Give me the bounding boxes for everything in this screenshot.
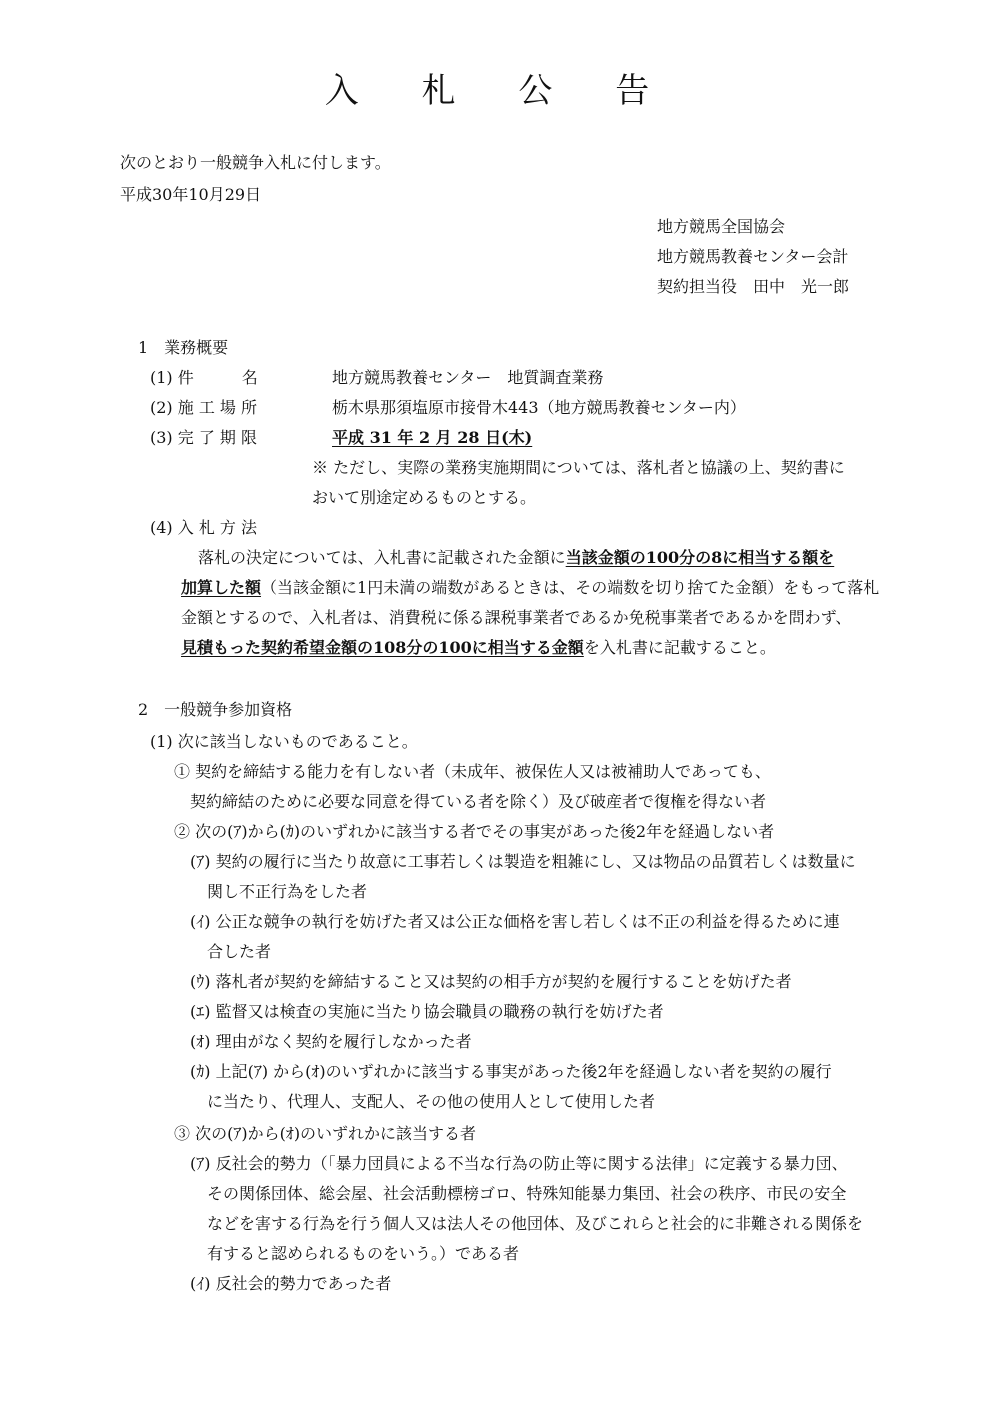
bid-method-para-2 (181, 577, 879, 599)
clause-3: ③ 次の(ｱ)から(ｵ)のいずれかに該当する者 (174, 1124, 477, 1143)
sub-o: (ｵ) 理由がなく契約を履行しなかった者 (190, 1032, 472, 1051)
site-value: 栃木県那須塩原市接骨木443（地方競馬教養センター内） (332, 398, 746, 417)
bid-method-para-1 (198, 547, 834, 569)
sub-a-line-2: 関し不正行為をした者 (207, 882, 368, 901)
sub-u: (ｳ) 落札者が契約を締結すること又は契約の相手方が契約を履行することを妨げた者 (190, 972, 792, 991)
sub-i-line-2: 合した者 (207, 942, 272, 961)
deadline-value: 平成 31 年 2 月 28 日(木) (332, 428, 533, 447)
bid-underlined-text: 当該金額の100分の8に相当する額を (565, 548, 835, 567)
clause-2: ② 次の(ｱ)から(ｶ)のいずれかに該当する者でその事実があった後2年を経過しない者 (174, 822, 775, 841)
sub-a-line-1: (ｱ) 契約の履行に当たり故意に工事若しくは製造を粗雑にし、又は物品の品質若しくは数量に (190, 852, 856, 871)
intro-text: 次のとおり一般競争入札に付します。 (120, 153, 391, 172)
sub3-a-line-4: 有すると認められるものをいう。）である者 (207, 1244, 520, 1263)
issuer-officer: 契約担当役 田中 光一郎 (657, 277, 850, 296)
document-title: 入 札 公 告 (324, 71, 676, 111)
item-name-value: 地方競馬教養センター 地質調査業務 (332, 368, 604, 387)
sub3-a-line-3: などを害する行為を行う個人又は法人その他団体、及びこれらと社会的に非難される関係を (207, 1214, 864, 1233)
bid-method-label: (4) 入 札 方 法 (150, 518, 258, 537)
deadline-note-1: ※ ただし、実際の業務実施期間については、落札者と協議の上、契約書に (312, 458, 845, 477)
deadline-note-2: おいて別途定めるものとする。 (312, 488, 537, 507)
sub-e: (ｴ) 監督又は検査の実施に当たり協会職員の職務の執行を妨げた者 (190, 1002, 664, 1021)
sub3-a-line-1: (ｱ) 反社会的勢力（「暴力団員による不当な行為の防止等に関する法律」に定義する暴力団、 (190, 1154, 848, 1173)
sub3-a-line-2: その関係団体、総会屋、社会活動標榜ゴロ、特殊知能暴力集団、社会の秩序、市民の安全 (207, 1184, 847, 1203)
issuer-dept: 地方競馬教養センター会計 (657, 247, 849, 266)
clause-1-line-2: 契約締結のために必要な同意を得ている者を除く）及び破産者で復権を得ない者 (190, 792, 767, 811)
sub3-i: (ｲ) 反社会的勢力であった者 (190, 1274, 392, 1293)
bid-underlined-text: 見積もった契約希望金額の108分の100に相当する金額 (181, 638, 584, 657)
site-label: (2) 施 工 場 所 (150, 398, 258, 417)
sub-ka-line-1: (ｶ) 上記(ｱ) から(ｵ)のいずれかに該当する事実があった後2年を経過しない者を契約の履行 (190, 1062, 832, 1081)
bid-text: （当該金額に1円未満の端数があるときは、その端数を切り捨てた金額）をもって落札 (261, 578, 880, 597)
bid-underlined-text: 加算した額 (181, 578, 262, 597)
bid-method-para-4 (181, 637, 776, 659)
deadline-label: (3) 完 了 期 限 (150, 428, 258, 447)
section2-heading: 2 一般競争参加資格 (138, 700, 293, 719)
clause-1-line-1: ① 契約を締結する能力を有しない者（未成年、被保佐人又は被補助人であっても、 (174, 762, 771, 781)
item-name-label: (1) 件 名 (150, 368, 258, 387)
issuer-org: 地方競馬全国協会 (657, 217, 786, 236)
sub-i-line-1: (ｲ) 公正な競争の執行を妨げた者又は公正な価格を害し若しくは不正の利益を得るために連 (190, 912, 840, 931)
sub-ka-line-2: に当たり、代理人、支配人、その他の使用人として使用した者 (207, 1092, 656, 1111)
section1-heading: 1 業務概要 (138, 338, 229, 357)
bid-method-para-3: 金額とするので、入札者は、消費税に係る課税事業者であるか免税事業者であるかを問わず、 (181, 608, 852, 627)
notice-date: 平成30年10月29日 (120, 185, 262, 204)
eligibility-item-1: (1) 次に該当しないものであること。 (150, 732, 418, 751)
bid-text: を入札書に記載すること。 (583, 638, 776, 657)
bid-text: 落札の決定については、入札書に記載された金額に (198, 548, 566, 567)
